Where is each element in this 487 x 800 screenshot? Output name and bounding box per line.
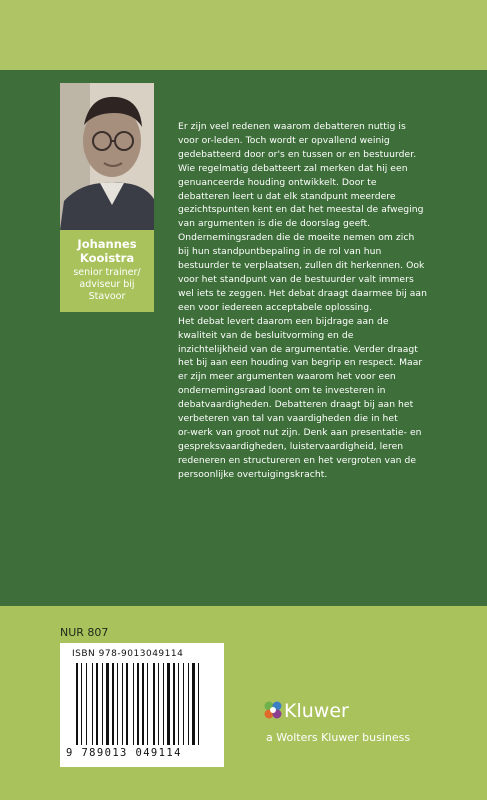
publisher-tagline: a Wolters Kluwer business xyxy=(266,731,411,744)
author-info-box xyxy=(60,230,154,312)
isbn-label: ISBN 978-9013049114 xyxy=(72,649,184,659)
back-cover-blurb: Er zijn veel redenen waarom debatteren nuttig is voor or-leden. Toch wordt er opvallend weinig gedebatteerd door or's en tussen or en bestuurder. Wie regelmatig debatteert zal merken dat hij een genuanceerde houding ontwikkelt. Door te debatteren leert u dat elk standpunt meerdere gezichtspunten kent en dat het meestal de afweging van argumenten is die de doorslag geeft. Ondernemingsraden die de moeite nemen om zich bij hun standpuntbepaling in de rol van hun bestuurder te verplaatsen, zullen dit herkennen. Ook voor het standpunt van de bestuurder valt immers wel iets te zeggen. Het debat draagt daarmee bij aan een voor iedereen acceptabele oplossing. Het debat levert daarom een bijdrage aan de kwaliteit van de besluitvorming en de inzichtelijkheid van de argumentatie. Verder draagt het bij aan een houding van begrip en respect. Maar er zijn meer argumenten waarom het voor een ondernemingsraad loont om te investeren in debatvaardigheden. Debatteren draagt bij aan het verbeteren van tal van vaardigheden die in het or-werk van groot nut zijn. Denk aan presentatie- en gespreksvaardigheden, luistervaardigheid, leren redeneren en structureren en het vergroten van de persoonlijke overtuigingskracht. xyxy=(178,121,427,480)
top-green-band xyxy=(0,0,487,70)
author-role: senior trainer/ adviseur bij Stavoor xyxy=(73,267,141,302)
nur-code: NUR 807 xyxy=(60,626,109,639)
kluwer-logo-text: Kluwer xyxy=(284,700,349,722)
barcode-icon xyxy=(72,663,212,747)
author-name: Johannes Kooistra xyxy=(77,237,137,265)
author-portrait xyxy=(60,83,154,230)
barcode-digits: 9 789013 049114 xyxy=(66,747,182,759)
kluwer-logo-icon xyxy=(263,700,283,720)
barcode-box xyxy=(60,643,224,767)
